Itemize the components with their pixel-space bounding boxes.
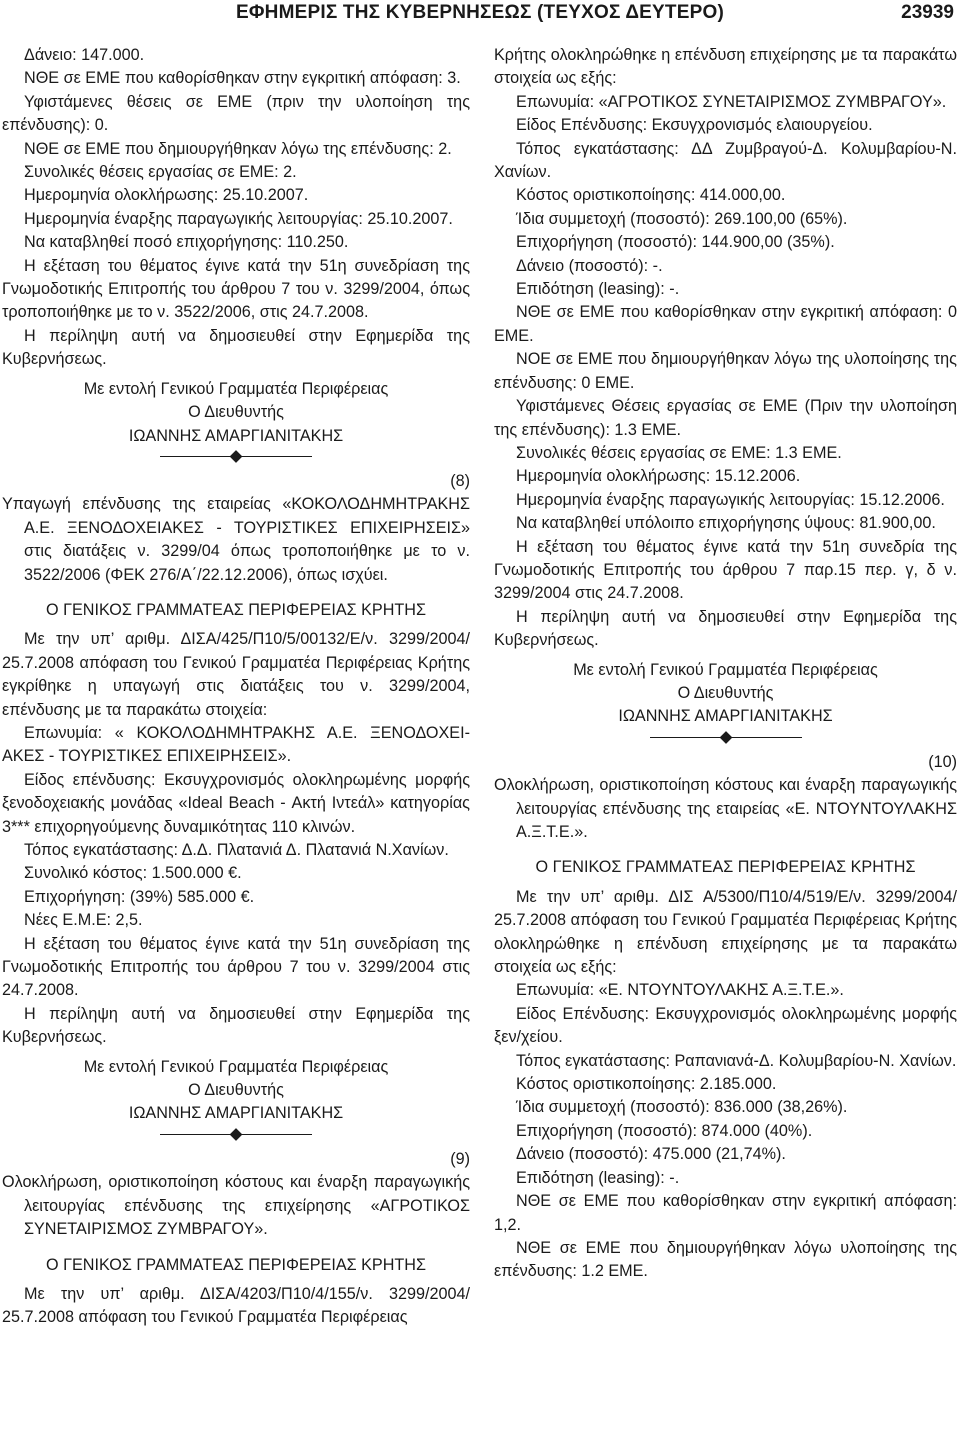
paragraph: Να καταβληθεί υπόλοιπο επιχορήγησης ύψους: 81.900,00.: [516, 514, 936, 533]
diamond-ornament-icon: [719, 731, 732, 744]
paragraph: Επωνυμία: «Ε. ΝΤΟΥΝΤΟΥΛΑΚΗΣ Α.Ξ.Τ.Ε.».: [516, 981, 844, 1000]
signature-role: Ο Διευθυντής: [677, 683, 774, 702]
paragraph: Με την υπ’ αριθμ. ΔΙΣ Α/5300/Π10/4/519/Ε/ν. 3299/2004/ 25.7.2008 απόφαση του Γενικού Γραμματέα Περιφέρειας Κρήτης ολοκληρώθηκε η επένδυση επιχείρησης με τα παρακάτω στοιχεία ως εξής:: [494, 887, 957, 977]
paragraph: Είδος Επένδυσης: Εκσυγχρονισμός ελαιουργείου.: [516, 116, 873, 135]
paragraph: Η εξέταση του θέματος έγινε κατά την 51η συνεδρίαση της Γνωμοδοτικής Επιτροπής του άρθρου 7 του ν. 3299/2004 στις 24.7.2008.: [2, 934, 470, 1000]
section-number: (10): [928, 752, 957, 771]
paragraph: Με την υπ’ αριθμ. ΔΙΣΑ/425/Π10/5/00132/Ε/ν. 3299/2004/ 25.7.2008 απόφαση του Γενικού Γραμματέα Περιφέρειας Κρήτης εγκρίθηκε η υπαγωγή στις διατάξεις του ν. 3299/2004, επένδυσης με τα παρακάτω στοιχεία:: [2, 630, 470, 719]
left-column: [2, 44, 470, 1330]
paragraph: Επωνυμία: «ΑΓΡΟΤΙΚΟΣ ΣΥΝΕΤΑΙΡΙΣΜΟΣ ΖΥΜΒΡΑΓΟΥ».: [516, 92, 947, 111]
paragraph: Η περίληψη αυτή να δημοσιευθεί στην Εφημερίδα της Κυβερνήσεως.: [494, 607, 957, 650]
paragraph: Ημερομηνία ολοκλήρωσης: 15.12.2006.: [516, 467, 801, 486]
page-header: [0, 0, 960, 34]
paragraph: ΝΘΕ σε ΕΜΕ που καθορίσθηκαν στην εγκριτική απόφαση: 3.: [24, 69, 461, 88]
paragraph: Τόπος εγκατάστασης: ΔΔ Ζυμβραγού-Δ. Κολυμβαρίου-Ν. Χανίων.: [494, 139, 957, 182]
paragraph: Η εξέταση του θέματος έγινε κατά την 51η συνεδρία της Γνωμοδοτικής Επιτροπής του άρθρου 7 παρ.15 περ. γ, δ ν. 3299/2004 στις 24.7.2008.: [494, 537, 957, 603]
paragraph: Επιχορήγηση: (39%) 585.000 €.: [24, 887, 255, 906]
section-authority: Ο ΓΕΝΙΚΟΣ ΓΡΑΜΜΑΤΕΑΣ ΠΕΡΙΦΕΡΕΙΑΣ ΚΡΗΤΗΣ: [535, 858, 916, 877]
paragraph: Επιδότηση (leasing): -.: [516, 1168, 680, 1187]
paragraph: ΝΘΕ σε ΕΜΕ που καθορίσθηκαν στην εγκριτική απόφαση: 0 ΕΜΕ.: [494, 303, 957, 345]
paragraph: Κρήτης ολοκληρώθηκε η επένδυση επιχείρησης με τα παρακάτω στοιχεία ως εξής:: [494, 46, 957, 88]
paragraph: Κόστος οριστικοποίησης: 2.185.000.: [516, 1075, 777, 1094]
paragraph: Συνολικές θέσεις εργασίας σε ΕΜΕ: 1.3 ΕΜΕ.: [516, 443, 842, 462]
signature-order: Με εντολή Γενικού Γραμματέα Περιφέρειας: [83, 1057, 389, 1076]
paragraph: Δάνειο (ποσοστό): -.: [516, 256, 663, 275]
paragraph: Επιδότηση (leasing): -.: [516, 280, 680, 299]
paragraph: Συνολικό κόστος: 1.500.000 €.: [24, 864, 242, 883]
paragraph: Είδος επένδυσης: Εκσυγχρονισμός ολοκληρωμένης μορφής ξενοδοχειακής μονάδας «Ideal Beach - Ακτή Ιντεάλ» κατηγορίας 3*** επιχορηγούμενης δυναμικότητας 110 κλινών.: [2, 770, 470, 836]
paragraph: Ημερομηνία ολοκλήρωσης: 25.10.2007.: [24, 186, 309, 205]
paragraph: Τόπος εγκατάστασης: Δ.Δ. Πλατανιά Δ. Πλατανιά Ν.Χανίων.: [24, 841, 449, 859]
paragraph: ΝΘΕ σε ΕΜΕ που δημιουργήθηκαν λόγω υλοποίησης της επένδυσης: 1.2 ΕΜΕ.: [494, 1238, 957, 1281]
section-title: Ολοκλήρωση, οριστικοποίηση κόστους και έναρξη παραγωγικής λειτουργίας επένδυσης της εταιρείας «Ε. ΝΤΟΥΝΤΟΥΛΑΚΗΣ Α.Ξ.Τ.Ε.».: [494, 776, 957, 841]
paragraph: Να καταβληθεί ποσό επιχορήγησης: 110.250.: [24, 233, 349, 252]
paragraph: Τόπος εγκατάστασης: Ραπανιανά-Δ. Κολυμβαρίου-Ν. Χανίων.: [516, 1051, 957, 1070]
paragraph: Η εξέταση του θέματος έγινε κατά την 51η συνεδρίαση της Γνωμοδοτικής Επιτροπής του άρθρου 7 του ν. 3299/2004, όπως τροποποιήθηκε με το ν. 3522/2006, στις 24.7.2008.: [2, 256, 470, 322]
diamond-ornament-icon: [230, 450, 243, 463]
paragraph: Επιχορήγηση (ποσοστό): 874.000 (40%).: [516, 1121, 813, 1140]
paragraph: Η περίληψη αυτή να δημοσιευθεί στην Εφημερίδα της Κυβερνήσεως.: [2, 1004, 470, 1047]
signature-role: Ο Διευθυντής: [188, 1081, 284, 1100]
paragraph: Επιχορήγηση (ποσοστό): 144.900,00 (35%).: [516, 233, 835, 252]
diamond-ornament-icon: [230, 1128, 243, 1141]
paragraph: Ίδια συμμετοχή (ποσοστό): 269.100,00 (65%).: [516, 209, 848, 228]
page-number: 23939: [901, 2, 954, 23]
section-title: Υπαγωγή επένδυσης της εταιρείας «ΚΟΚΟΛΟΔΗΜΗΤΡΑΚΗΣ Α.Ε. ΞΕΝΟΔΟΧΕΙΑΚΕΣ - ΤΟΥΡΙΣΤΙΚΕΣ ΕΠΙΧΕΙΡΗΣΕΙΣ» στις διατάξεις ν. 3299/04 όπως τροποποιήθηκε με το ν. 3522/2006 (ΦΕΚ 276/Α΄/22.12.2006), όπως ισχύει.: [2, 495, 470, 584]
paragraph: Ημερομηνία έναρξης παραγωγικής λειτουργίας: 25.10.2007.: [24, 209, 453, 228]
gazette-title: ΕΦΗΜΕΡΙΣ ΤΗΣ ΚΥΒΕΡΝΗΣΕΩΣ (ΤΕΥΧΟΣ ΔΕΥΤΕΡΟ): [236, 2, 724, 23]
paragraph: Δάνειο: 147.000.: [24, 46, 145, 64]
paragraph: Η περίληψη αυτή να δημοσιευθεί στην Εφημερίδα της Κυβερνήσεως.: [2, 326, 470, 369]
section-divider: [160, 1128, 312, 1142]
paragraph: Επωνυμία: « ΚΟΚΟΛΟΔΗΜΗΤΡΑΚΗΣ Α.Ε. ΞΕΝΟΔΟΧΕΙΑΚΕΣ - ΤΟΥΡΙΣΤΙΚΕΣ ΕΠΙΧΕΙΡΗΣΕΙΣ».: [2, 723, 470, 766]
section-authority: Ο ΓΕΝΙΚΟΣ ΓΡΑΜΜΑΤΕΑΣ ΠΕΡΙΦΕΡΕΙΑΣ ΚΡΗΤΗΣ: [46, 1255, 426, 1274]
paragraph: Νέες Ε.Μ.Ε: 2,5.: [24, 911, 143, 930]
paragraph: Με την υπ’ αριθμ. ΔΙΣΑ/4203/Π10/4/155/ν. 3299/2004/ 25.7.2008 απόφαση του Γενικού Γραμματέα Περιφέρειας: [2, 1284, 470, 1327]
signature-order: Με εντολή Γενικού Γραμματέα Περιφέρειας: [573, 660, 878, 679]
signature-name: ΙΩΑΝΝΗΣ ΑΜΑΡΓΙΑΝΙΤΑΚΗΣ: [128, 1104, 344, 1123]
section-divider: [650, 731, 802, 745]
section-number: (8): [450, 471, 470, 490]
section-authority: Ο ΓΕΝΙΚΟΣ ΓΡΑΜΜΑΤΕΑΣ ΠΕΡΙΦΕΡΕΙΑΣ ΚΡΗΤΗΣ: [46, 600, 426, 619]
paragraph: Είδος Επένδυσης: Εκσυγχρονισμός ολοκληρωμένης μορφής ξεν/χείου.: [494, 1004, 957, 1047]
paragraph: Δάνειο (ποσοστό): 475.000 (21,74%).: [516, 1145, 786, 1164]
paragraph: Ίδια συμμετοχή (ποσοστό): 836.000 (38,26%).: [516, 1098, 848, 1117]
right-column: [494, 44, 957, 1284]
paragraph: ΝΟΕ σε ΕΜΕ που δημιουργήθηκαν λόγω της υλοποίησης της επένδυσης: 0 ΕΜΕ.: [494, 350, 957, 392]
paragraph: ΝΘΕ σε ΕΜΕ που δημιουργήθηκαν λόγω της επένδυσης: 2.: [24, 139, 452, 158]
signature-role: Ο Διευθυντής: [188, 403, 284, 422]
paragraph: Κόστος οριστικοποίησης: 414.000,00.: [516, 186, 786, 205]
signature-name: ΙΩΑΝΝΗΣ ΑΜΑΡΓΙΑΝΙΤΑΚΗΣ: [128, 426, 344, 445]
paragraph: Συνολικές θέσεις εργασίας σε ΕΜΕ: 2.: [24, 163, 297, 182]
signature-order: Με εντολή Γενικού Γραμματέα Περιφέρειας: [83, 379, 389, 398]
section-divider: [160, 450, 312, 464]
paragraph: ΝΘΕ σε ΕΜΕ που καθορίσθηκαν στην εγκριτική απόφαση: 1,2.: [494, 1192, 957, 1234]
section-title: Ολοκλήρωση, οριστικοποίηση κόστους και έναρξη παραγωγικής λειτουργίας επένδυσης της επιχείρησης «ΑΓΡΟΤΙΚΟΣ ΣΥΝΕΤΑΙΡΙΣΜΟΣ ΖΥΜΒΡΑΓΟΥ».: [2, 1173, 470, 1239]
signature-name: ΙΩΑΝΝΗΣ ΑΜΑΡΓΙΑΝΙΤΑΚΗΣ: [618, 707, 833, 726]
paragraph: Υφιστάμενες Θέσεις εργασίας σε ΕΜΕ (Πριν την υλοποίηση της επένδυσης): 1.3 ΕΜΕ.: [494, 397, 957, 439]
section-number: (9): [450, 1149, 470, 1168]
paragraph: Ημερομηνία έναρξης παραγωγικής λειτουργίας: 15.12.2006.: [516, 490, 945, 509]
paragraph: Υφιστάμενες θέσεις σε ΕΜΕ (πριν την υλοποίηση της επένδυσης): 0.: [2, 92, 470, 135]
